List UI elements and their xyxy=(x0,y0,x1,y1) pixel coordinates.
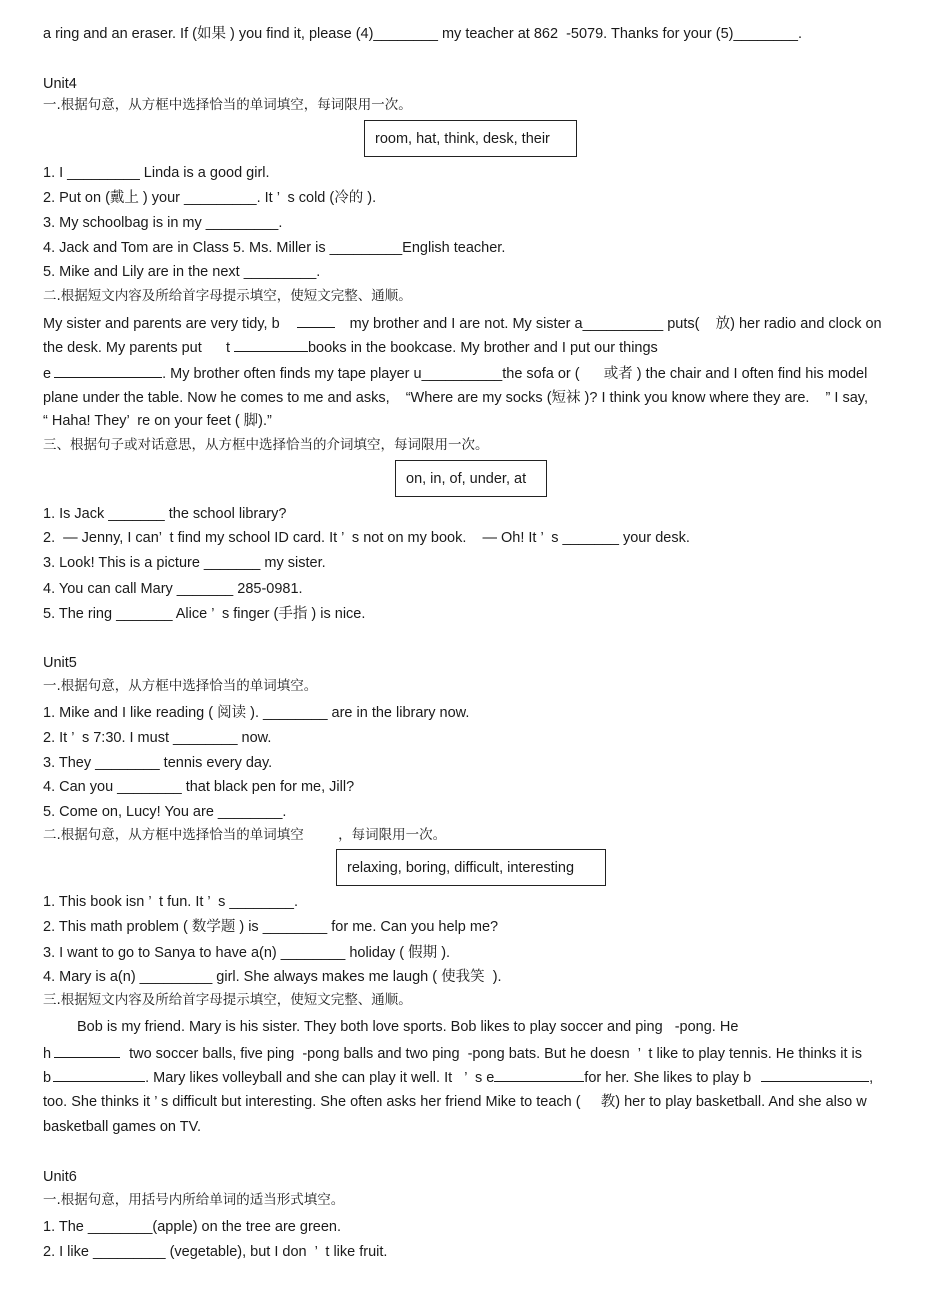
passage-text: My sister and parents are very tidy, b xyxy=(43,316,280,332)
passage-line xyxy=(43,1068,873,1087)
question-line: 5. Come on, Lucy! You are ________. xyxy=(43,804,287,820)
unit5-adjective-box: relaxing, boring, difficult, interesting xyxy=(336,849,606,886)
passage-line: plane under the table. Now he comes to me and asks, “Where are my socks (短袜 )? I think you know where they are. ” I say, xyxy=(43,390,868,406)
blank-line xyxy=(494,1068,584,1082)
passage-line: too. She thinks it ’ s difficult but interesting. She often asks her friend Mike to teach ( 教) her to play basketball. And she also w xyxy=(43,1094,867,1110)
unit5-section1-instruction: 一.根据句意，从方框中选择恰当的单词填空。 xyxy=(43,678,318,694)
unit5-title: Unit5 xyxy=(43,655,77,671)
question-line: 4. Can you ________ that black pen for me, Jill? xyxy=(43,779,355,795)
unit5-section3-instruction: 三.根据短文内容及所给首字母提示填空，使短文完整、通顺。 xyxy=(43,992,412,1008)
question-line: 4. Mary is a(n) _________ girl. She always makes me laugh ( 使我笑 ). xyxy=(43,969,502,985)
question-line: 4. You can call Mary _______ 285-0981. xyxy=(43,581,303,597)
question-line: 2. I like _________ (vegetable), but I don ’ t like fruit. xyxy=(43,1244,388,1260)
unit4-section3-instruction: 三、根据句子或对话意思，从方框中选择恰当的介词填空，每词限用一次。 xyxy=(43,437,489,453)
question-line: 1. I _________ Linda is a good girl. xyxy=(43,165,270,181)
passage-text: two soccer balls, five ping -pong balls and two ping -pong bats. But he doesn ’ t like to play tennis. He thinks it is xyxy=(129,1046,862,1062)
question-line: 2. This math problem ( 数学题 ) is ________ for me. Can you help me? xyxy=(43,919,499,935)
passage-text: for her. She likes to play b xyxy=(584,1070,752,1086)
passage-text: e xyxy=(43,366,52,382)
question-line: 1. This book isn ’ t fun. It ’ s ________. xyxy=(43,894,298,910)
passage-line xyxy=(43,338,658,357)
unit4-word-box: room, hat, think, desk, their xyxy=(364,120,577,157)
blank-line xyxy=(761,1068,869,1082)
unit6-title: Unit6 xyxy=(43,1169,77,1185)
unit4-preposition-box: on, in, of, under, at xyxy=(395,460,547,497)
unit6-section1-instruction: 一.根据句意，用括号内所给单词的适当形式填空。 xyxy=(43,1192,345,1208)
question-line: 2. — Jenny, I can’ t find my school ID card. It ’ s not on my book. — Oh! It ’ s _______ your desk. xyxy=(43,530,690,546)
unit4-section2-instruction: 二.根据短文内容及所给首字母提示填空，使短文完整、通顺。 xyxy=(43,288,412,304)
blank-line xyxy=(54,1044,120,1058)
question-line: 2. Put on (戴上 ) your _________. It ’ s cold (冷的 ). xyxy=(43,190,377,206)
question-line: 3. They ________ tennis every day. xyxy=(43,755,273,771)
blank-line xyxy=(54,364,162,378)
question-line: 4. Jack and Tom are in Class 5. Ms. Miller is _________English teacher. xyxy=(43,240,506,256)
unit5-section2-instruction: 二.根据句意，从方框中选择恰当的单词填空 ，每词限用一次。 xyxy=(43,827,447,843)
blank-line xyxy=(234,338,308,352)
passage-text: books in the bookcase. My brother and I put our things xyxy=(307,340,658,356)
question-line: 3. Look! This is a picture _______ my sister. xyxy=(43,555,326,571)
passage-line xyxy=(43,364,867,383)
question-line: 3. I want to go to Sanya to have a(n) ________ holiday ( 假期 ). xyxy=(43,945,451,961)
passage-text: h xyxy=(43,1046,52,1062)
passage-text: . Mary likes volleyball and she can play it well. It ’ s e xyxy=(145,1070,495,1086)
passage-text: b xyxy=(43,1070,52,1086)
question-line: 5. The ring _______ Alice ’ s finger (手指 ) is nice. xyxy=(43,606,366,622)
passage-line: Bob is my friend. Mary is his sister. They both love sports. Bob likes to play soccer and ping -pong. He xyxy=(77,1019,739,1035)
passage-text: my brother and I are not. My sister a__________ puts( 放) her radio and clock on xyxy=(349,316,882,332)
blank-line xyxy=(297,314,335,328)
passage-line: basketball games on TV. xyxy=(43,1119,201,1135)
passage-line xyxy=(43,314,882,333)
unit4-title: Unit4 xyxy=(43,76,77,92)
passage-text: the desk. My parents put t xyxy=(43,340,230,356)
unit4-section1-instruction: 一.根据句意，从方框中选择恰当的单词填空，每词限用一次。 xyxy=(43,97,412,113)
passage-text: , xyxy=(869,1070,874,1086)
question-line: 2. It ’ s 7:30. I must ________ now. xyxy=(43,730,272,746)
question-line: 1. Mike and I like reading ( 阅读 ). ________ are in the library now. xyxy=(43,705,470,721)
passage-line xyxy=(43,1044,862,1063)
top-line: a ring and an eraser. If (如果 ) you find it, please (4)________ my teacher at 862 -5079. Thanks for your (5)________. xyxy=(43,26,803,42)
question-line: 3. My schoolbag is in my _________. xyxy=(43,215,283,231)
question-line: 1. Is Jack _______ the school library? xyxy=(43,506,287,522)
question-line: 1. The ________(apple) on the tree are green. xyxy=(43,1219,342,1235)
passage-text: . My brother often finds my tape player u__________the sofa or ( 或者 ) the chair and I often find his model xyxy=(162,366,868,382)
passage-line: “ Haha! They’ re on your feet ( 脚).” xyxy=(43,413,272,429)
question-line: 5. Mike and Lily are in the next _________. xyxy=(43,264,321,280)
blank-line xyxy=(53,1068,145,1082)
